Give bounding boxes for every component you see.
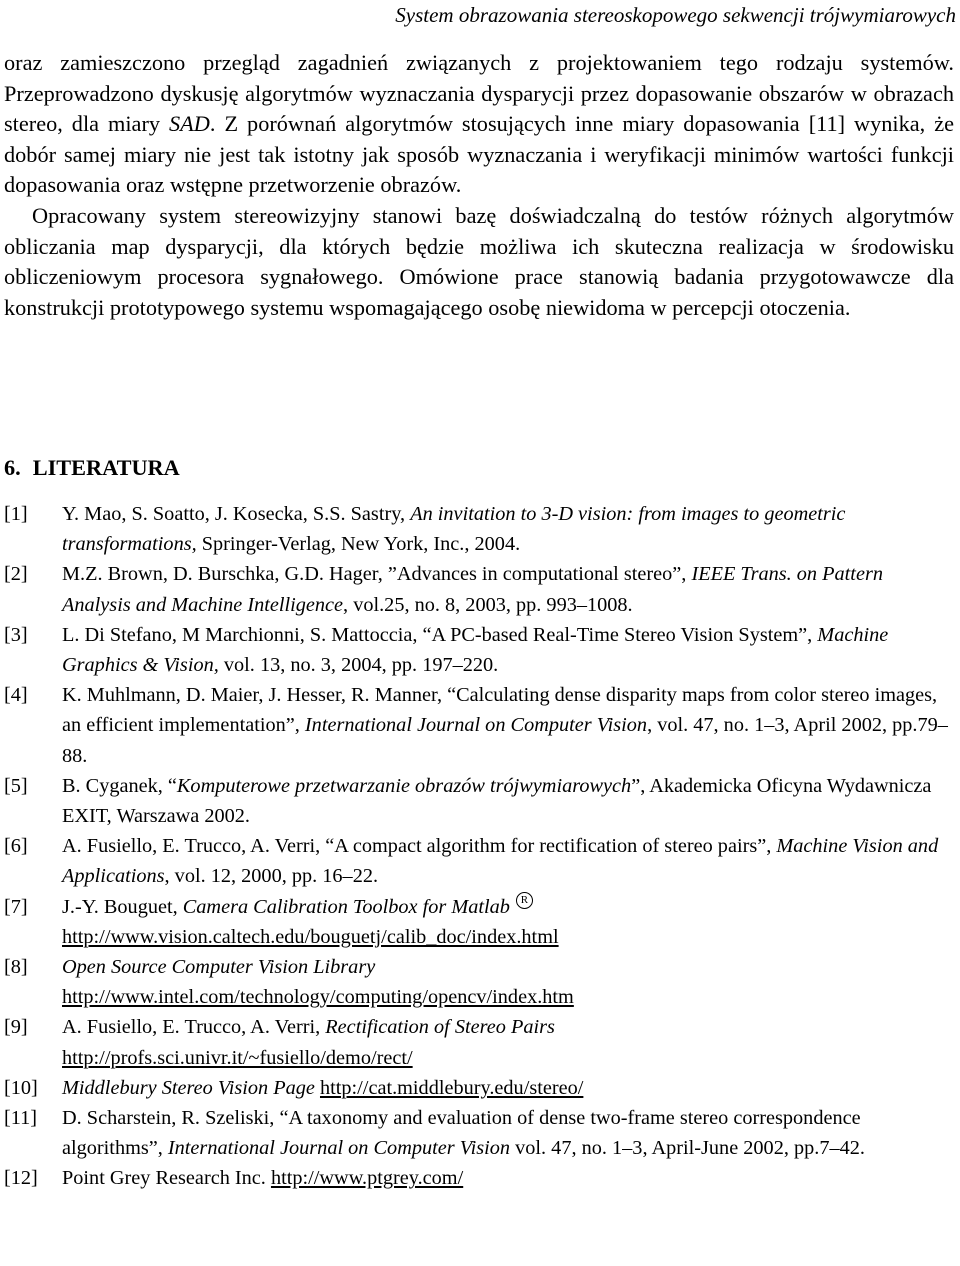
section-heading — [4, 453, 192, 483]
reference-number: [6] — [4, 835, 28, 858]
reference-number: [5] — [4, 774, 28, 797]
reference-details: vol. 47, no. 1–3, April-June 2002, pp.7–42. — [510, 1137, 865, 1160]
conclusion-text — [4, 48, 954, 323]
reference-list — [4, 499, 954, 1194]
reference-item — [4, 1012, 954, 1072]
reference-title: IEEE Trans. on Pattern Analysis and Machine Intelligence — [62, 563, 883, 616]
reference-text — [62, 1012, 954, 1072]
reference-number: [2] — [4, 563, 28, 586]
reference-authors: M.Z. Brown, D. Burschka, G.D. Hager, ”Advances in computational stereo”, — [62, 563, 692, 586]
sad-term: SAD — [169, 111, 210, 137]
reference-link[interactable]: http://www.ptgrey.com/ — [270, 1167, 464, 1190]
reference-title: Komputerowe przetwarzanie obrazów trójwymiarowych — [176, 774, 632, 797]
paragraph-1 — [4, 48, 954, 201]
reference-text — [62, 559, 954, 619]
paragraph-2: Opracowany system stereowizyjny stanowi bazę doświadczalną do testów różnych algorytmów obliczania map dysparycji, dla których będzie możliwa ich skuteczna realizacja w środowisku obliczeniowym procesora sygnałowego. Omówione prace stanowią badania przygotowawcze dla konstrukcji prototypowego systemu wspomagającego osobę niewidoma w percepcji otoczenia. — [4, 202, 954, 320]
reference-text — [62, 952, 954, 1012]
reference-title: Middlebury Stereo Vision Page — [62, 1076, 315, 1099]
registered-mark-icon: R — [516, 892, 533, 909]
reference-text — [62, 620, 954, 680]
reference-link[interactable]: http://profs.sci.univr.it/~fusiello/demo/rect/ — [62, 1046, 413, 1069]
reference-details: Springer-Verlag, New York, Inc., 2004. — [196, 533, 521, 556]
reference-title: International Journal on Computer Vision — [304, 714, 648, 737]
reference-number: [10] — [4, 1076, 38, 1099]
paragraph-1-end: . Z porównań algorytmów stosujących inne miary dopasowania [11] wynika, że dobór samej miary nie jest tak istotny jak sposób wyznaczania i weryfikacji minimów wartości funkcji dopasowania oraz wstępne przetworzenie obrazów. — [4, 111, 954, 198]
reference-text — [62, 892, 954, 952]
reference-link[interactable]: http://www.vision.caltech.edu/bouguetj/calib_doc/index.html — [62, 925, 559, 948]
reference-title: Rectification of Stereo Pairs — [325, 1016, 555, 1039]
reference-text — [62, 499, 954, 559]
reference-link[interactable]: http://cat.middlebury.edu/stereo/ — [319, 1076, 584, 1099]
reference-text — [62, 1103, 954, 1163]
section-number: 6. — [4, 455, 21, 480]
reference-authors: K. Muhlmann, D. Maier, J. Hesser, R. Manner, “Calculating dense disparity maps from color stereo images, an efficient implementation”, — [62, 684, 938, 737]
reference-title: Machine Graphics & Vision, — [62, 623, 889, 677]
reference-item — [4, 1103, 954, 1163]
reference-title: International Journal on Computer Vision — [167, 1137, 511, 1160]
reference-authors: D. Scharstein, R. Szeliski, “A taxonomy and evaluation of dense two-frame stereo correspondence algorithms”, — [62, 1107, 861, 1160]
reference-item — [4, 952, 954, 1012]
reference-item — [4, 620, 954, 680]
reference-number: [1] — [4, 503, 28, 525]
reference-number: [11] — [4, 1107, 38, 1130]
reference-item — [4, 892, 954, 952]
reference-number: [8] — [4, 956, 28, 979]
reference-text — [62, 680, 954, 771]
reference-text — [62, 831, 954, 891]
reference-number: [4] — [4, 684, 28, 707]
reference-item — [4, 1163, 954, 1193]
reference-authors: Point Grey Research Inc. — [62, 1167, 271, 1190]
reference-number: [9] — [4, 1016, 28, 1039]
reference-item — [4, 1073, 954, 1103]
paragraph-1-start: oraz zamieszczono przegląd zagadnień związanych z projektowaniem tego rodzaju systemów. Przeprowadzono dyskusję algorytmów wyznaczania dysparycji przez dopasowanie obszarów w obrazach stereo, dla miary — [4, 50, 954, 137]
reference-text — [62, 1073, 954, 1103]
reference-authors: A. Fusiello, E. Trucco, A. Verri, “A compact algorithm for rectification of stereo pairs”, — [62, 835, 777, 858]
reference-item — [4, 559, 954, 619]
reference-details: , vol. 12, 2000, pp. 16–22. — [164, 865, 379, 888]
reference-authors: Y. Mao, S. Soatto, J. Kosecka, S.S. Sastry, — [62, 503, 411, 525]
reference-authors: L. Di Stefano, M Marchionni, S. Mattoccia, “A PC-based Real-Time Stereo Vision System”, — [62, 623, 818, 646]
reference-number: [3] — [4, 623, 28, 646]
reference-details: vol. 13, no. 3, 2004, pp. 197–220. — [218, 654, 499, 677]
reference-text — [62, 1163, 954, 1193]
reference-authors: J.-Y. Bouguet, — [62, 895, 183, 918]
reference-text — [62, 771, 954, 831]
reference-item — [4, 499, 954, 559]
reference-item — [4, 831, 954, 891]
reference-title: Open Source Computer Vision Library — [62, 956, 376, 979]
running-head: System obrazowania stereoskopowego sekwencji trójwymiarowych — [395, 3, 956, 27]
reference-title: Machine Vision and Applications — [62, 835, 939, 888]
reference-number: [7] — [4, 895, 28, 918]
reference-title: Camera Calibration Toolbox for Matlab — [182, 895, 510, 918]
reference-number: [12] — [4, 1167, 38, 1190]
reference-authors: A. Fusiello, E. Trucco, A. Verri, — [62, 1016, 326, 1039]
reference-link[interactable]: http://www.intel.com/technology/computing/opencv/index.htm — [62, 986, 574, 1009]
section-title: LITERATURA — [32, 455, 180, 480]
reference-details: , vol. 47, no. 1–3, April 2002, pp.79–88. — [62, 714, 948, 767]
reference-item — [4, 771, 954, 831]
reference-details: ”, Akademicka Oficyna Wydawnicza EXIT, Warszawa 2002. — [62, 774, 932, 828]
reference-details: , vol.25, no. 8, 2003, pp. 993–1008. — [343, 593, 633, 616]
reference-title: An invitation to 3-D vision: from images to geometric transformations, — [62, 503, 846, 556]
reference-authors: B. Cyganek, “ — [62, 774, 177, 797]
reference-item — [4, 680, 954, 771]
